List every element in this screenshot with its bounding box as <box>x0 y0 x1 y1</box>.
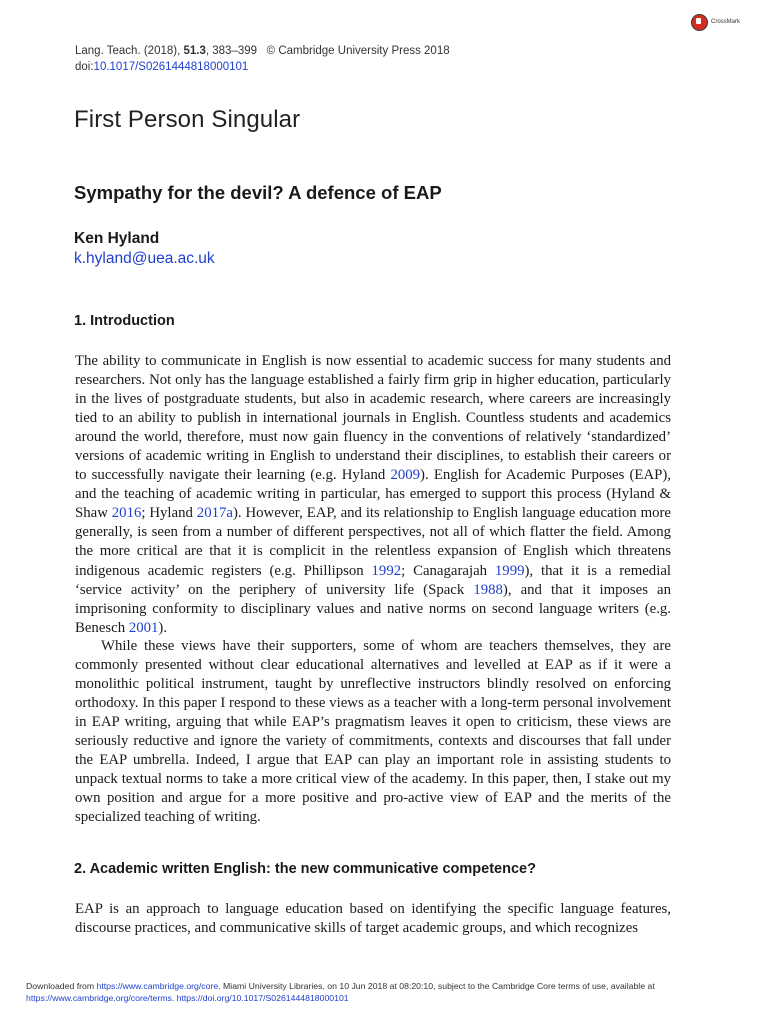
reference-link[interactable]: 2009 <box>390 467 421 484</box>
reference-link[interactable]: 2017a <box>196 505 233 522</box>
volume-issue: 51.3 <box>183 45 206 57</box>
paragraph-intro-1 <box>75 352 671 638</box>
text-run: ). However, EAP, and its relationship to English language education more generally, is seen from a number of different perspectives, not all of which flatter the field. Among the more critical are that it is complicit in the relentless expansion of English which threatens indigenous academic registers (e.g. Phillipson <box>75 505 671 579</box>
section-title: First Person Singular <box>74 106 301 133</box>
footer-text: . Miami University Libraries, on 10 Jun 2018 at 08:20:10, subject to the Cambridge Core terms of use, available at <box>218 981 655 991</box>
footer-doi-link[interactable]: https://doi.org/10.1017/S0261444818000101 <box>176 993 349 1003</box>
text-run: ). <box>158 619 168 636</box>
reference-link[interactable]: 1988 <box>473 581 503 598</box>
footer-text: Downloaded from <box>26 981 97 991</box>
terms-link[interactable]: https://www.cambridge.org/core/terms <box>26 993 172 1003</box>
text-run: EAP is an approach to language education based on identifying the specific language features, discourse practices, and communicative skills of target academic groups, and which recognizes <box>75 901 671 937</box>
reference-link[interactable]: 1992 <box>371 562 402 579</box>
download-footer <box>26 980 748 1004</box>
text-run: ; Hyland <box>141 505 197 522</box>
cambridge-core-link[interactable]: https://www.cambridge.org/core <box>96 981 219 991</box>
text-run: While these views have their supporters, some of whom are teachers themselves, they are commonly presented without clear educational alternatives and levelled at EAP as if it were a monolithic political instrument, taught by unreflective instructors blindly resolved on enforcing orthodoxy. In this paper I respond to these views as a teacher with a long-term personal involvement in EAP writing, arguing that while EAP’s pragmatism leaves it open to criticism, these views are seriously reductive and ignore the variety of commitments, contexts and discourses that fall under the EAP umbrella. Indeed, I argue that EAP can play an important role in assisting students to unpack textual norms to take a more critical view of the academy. In this paper, then, I stake out my own position and argue for a more positive and pro-active view of EAP and the merits of the specialized teaching of writing. <box>75 638 671 826</box>
citation-header <box>75 43 450 75</box>
article-title: Sympathy for the devil? A defence of EAP <box>74 182 442 203</box>
crossmark-icon <box>691 14 708 31</box>
text-run: ). English for Academic Purposes (EAP), and the teaching of academic writing in particular, has emerged to support this process (Hyland & Shaw <box>75 467 671 522</box>
copyright-icon: © <box>266 45 276 57</box>
publisher: Cambridge University Press 2018 <box>278 45 450 57</box>
footer-separator: . <box>171 993 177 1003</box>
text-run: ), that it is a remedial ‘service activity’ on the periphery of university life (Spack <box>75 562 671 598</box>
author-name: Ken Hyland <box>74 230 160 247</box>
paragraph-intro-2 <box>75 637 671 827</box>
doi-line <box>75 59 450 75</box>
heading-introduction: 1. Introduction <box>74 313 175 329</box>
author-email-link[interactable]: k.hyland@uea.ac.uk <box>74 250 215 267</box>
text-run: The ability to communicate in English is now essential to academic success for many students and researchers. Not only has the language established a fairly firm grip in higher education, particularly in the lives of postgraduate students, but also in academic research, where careers are increasingly tied to an ability to publish in international journals in English. Countless students and academics around the world, therefore, must now gain fluency in the conventions of relatively ‘standardized’ versions of academic writing in English to understand their disciplines, to establish their careers or to successfully navigate their learning (e.g. Hyland <box>75 353 671 484</box>
crossmark-label: CrossMark <box>711 19 741 25</box>
paragraph-section-2 <box>75 900 671 938</box>
heading-academic-written-english: 2. Academic written English: the new communicative competence? <box>74 861 536 877</box>
reference-link[interactable]: 2016 <box>111 505 142 522</box>
crossmark-badge[interactable] <box>691 12 740 32</box>
citation-line <box>75 43 450 59</box>
doi-link[interactable]: 10.1017/S0261444818000101 <box>93 61 249 73</box>
doi-prefix: doi: <box>75 61 94 73</box>
text-run: ; Canagarajah <box>401 562 495 579</box>
journal-name: Lang. Teach. (2018), <box>75 45 184 57</box>
reference-link[interactable]: 2001 <box>128 619 159 636</box>
text-run: ), and that it imposes an imprisoning conformity to disciplinary values and native norms on second language writers (e.g. Benesch <box>75 581 671 636</box>
page-range: , 383–399 <box>205 45 258 57</box>
reference-link[interactable]: 1999 <box>494 562 525 579</box>
